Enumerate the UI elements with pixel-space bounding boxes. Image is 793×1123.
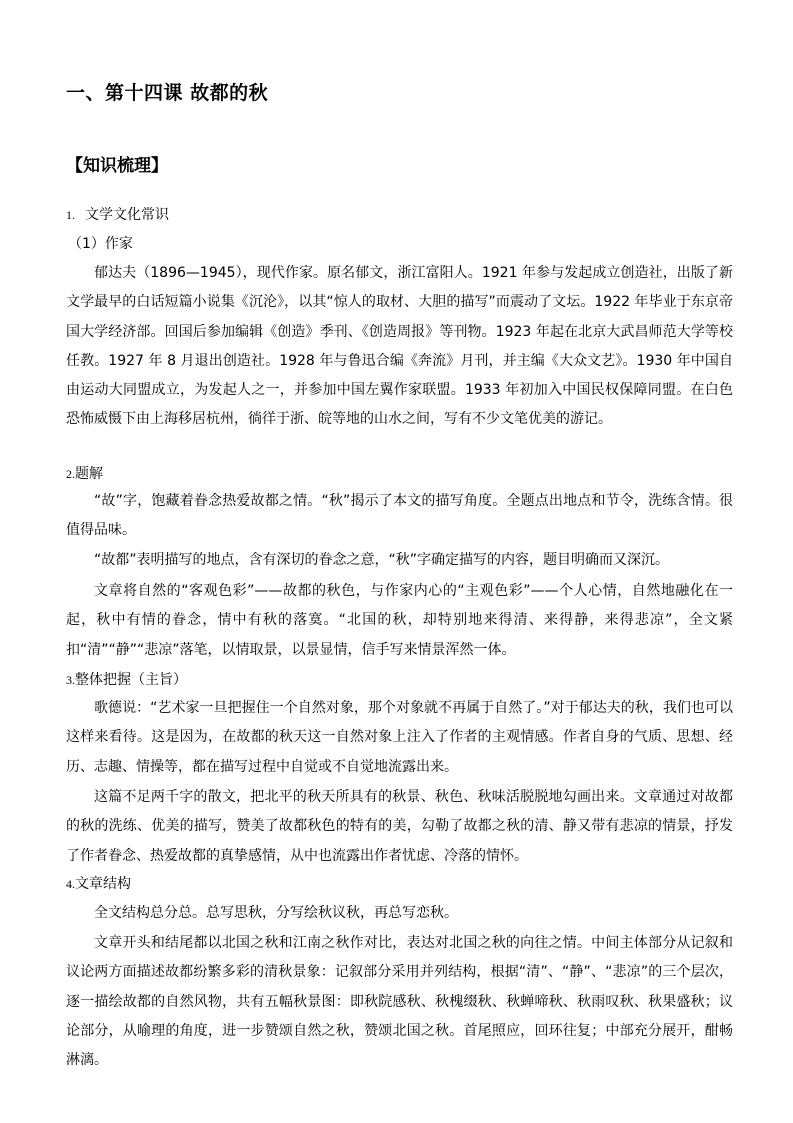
item-heading-4	[66, 873, 131, 893]
paragraph-goethe: 歌德说：“艺术家一旦把握住一个自然对象，那个对象就不再属于自然了。”对于郁达夫的秋，我们也可以这样来看待。这是因为，在故都的秋天这一自然对象上注入了作者的主观情感。作者自身的气质、思想、经历、志趣、情操等，都在描写过程中自觉或不自觉地流露出来。	[66, 700, 733, 775]
item-heading-2	[66, 463, 103, 483]
paragraph-title-meaning: “故”字，饱藏着眷念热爱故都之情。“秋”揭示了本文的描写角度。全题点出地点和节令，洗练含情。很值得品味。	[66, 493, 733, 539]
paragraph-essay-summary: 这篇不足两千字的散文，把北平的秋天所具有的秋景、秋色、秋味活脱脱地勾画出来。文章通过对故都的秋的洗练、优美的描写，赞美了故都秋色的特有的美，勾勒了故都之秋的清、静又带有悲凉的情景，抒发了作者眷念、热爱故都的真挚感情，从中也流露出作者忧虑、冷落的情怀。	[66, 789, 733, 864]
lesson-title: 一、第十四课 故都的秋	[66, 82, 269, 104]
paragraph-title-detail: “故都”表明描写的地点，含有深切的眷念之意，“秋”字确定描写的内容，题目明确而又深沉。	[94, 552, 670, 568]
item-number: 1.	[66, 208, 75, 222]
paragraph-color: 文章将自然的“客观色彩”——故都的秋色，与作家内心的“主观色彩”——个人心情，自然地融化在一起，秋中有情的眷念，情中有秋的落寞。“北国的秋，却特别地来得清、来得静，来得悲凉”，全文紧扣“清”“静”“悲凉”落笔，以情取景，以景显情，信手写来情景浑然一体。	[66, 583, 733, 658]
item-label: 文章结构	[75, 876, 131, 892]
item-label: 整体把握（主旨）	[75, 672, 187, 688]
paragraph-author-bio: 郁达夫（1896—1945），现代作家。原名郁文，浙江富阳人。1921 年参与发起成立创造社，出版了新文学最早的白话短篇小说集《沉沦》，以其“惊人的取材、大胆的描写”而震动了文坛。1922 年毕业于东京帝国大学经济部。回国后参加编辑《创造》季刊、《创造周报》等刊物。1923 年起在北京大武昌师范大学等校任教。1927 年 8 月退出创造社。1928 年与鲁迅合编《奔流》月刊，并主编《大众文艺》。1930 年中国自由运动大同盟成立，为发起人之一，并参加中国左翼作家联盟。1933 年初加入中国民权保障同盟。在白色恐怖威慑下由上海移居杭州，徜徉于浙、皖等地的山水之间，写有不少文笔优美的游记。	[66, 265, 733, 428]
paragraph-structure-summary: 全文结构总分总。总写思秋，分写绘秋议秋，再总写恋秋。	[94, 905, 458, 921]
item-number: 3.	[66, 673, 75, 687]
item-heading-1	[66, 204, 169, 224]
paragraph-structure-detail: 文章开头和结尾都以北国之秋和江南之秋作对比，表达对北国之秋的向往之情。中间主体部分从记叙和议论两方面描述故都纷繁多彩的清秋景象：记叙部分采用并列结构，根据“清”、“静”、“悲凉”的三个层次，逐一描绘故都的自然风物，共有五幅秋景图：即秋院感秋、秋槐缀秋、秋蝉啼秋、秋雨叹秋、秋果盛秋；议论部分，从喻理的角度，进一步赞颂自然之秋，赞颂北国之秋。首尾照应，回环往复；中部充分展开，酣畅淋漓。	[66, 935, 733, 1069]
item-label: 题解	[75, 466, 103, 482]
item-number: 4.	[66, 877, 75, 891]
item-label: 文学文化常识	[85, 207, 169, 223]
item-heading-3	[66, 669, 187, 689]
section-heading: 【知识梳理】	[66, 156, 168, 176]
subheading-author: （1）作家	[68, 236, 133, 252]
item-number: 2.	[66, 467, 75, 481]
